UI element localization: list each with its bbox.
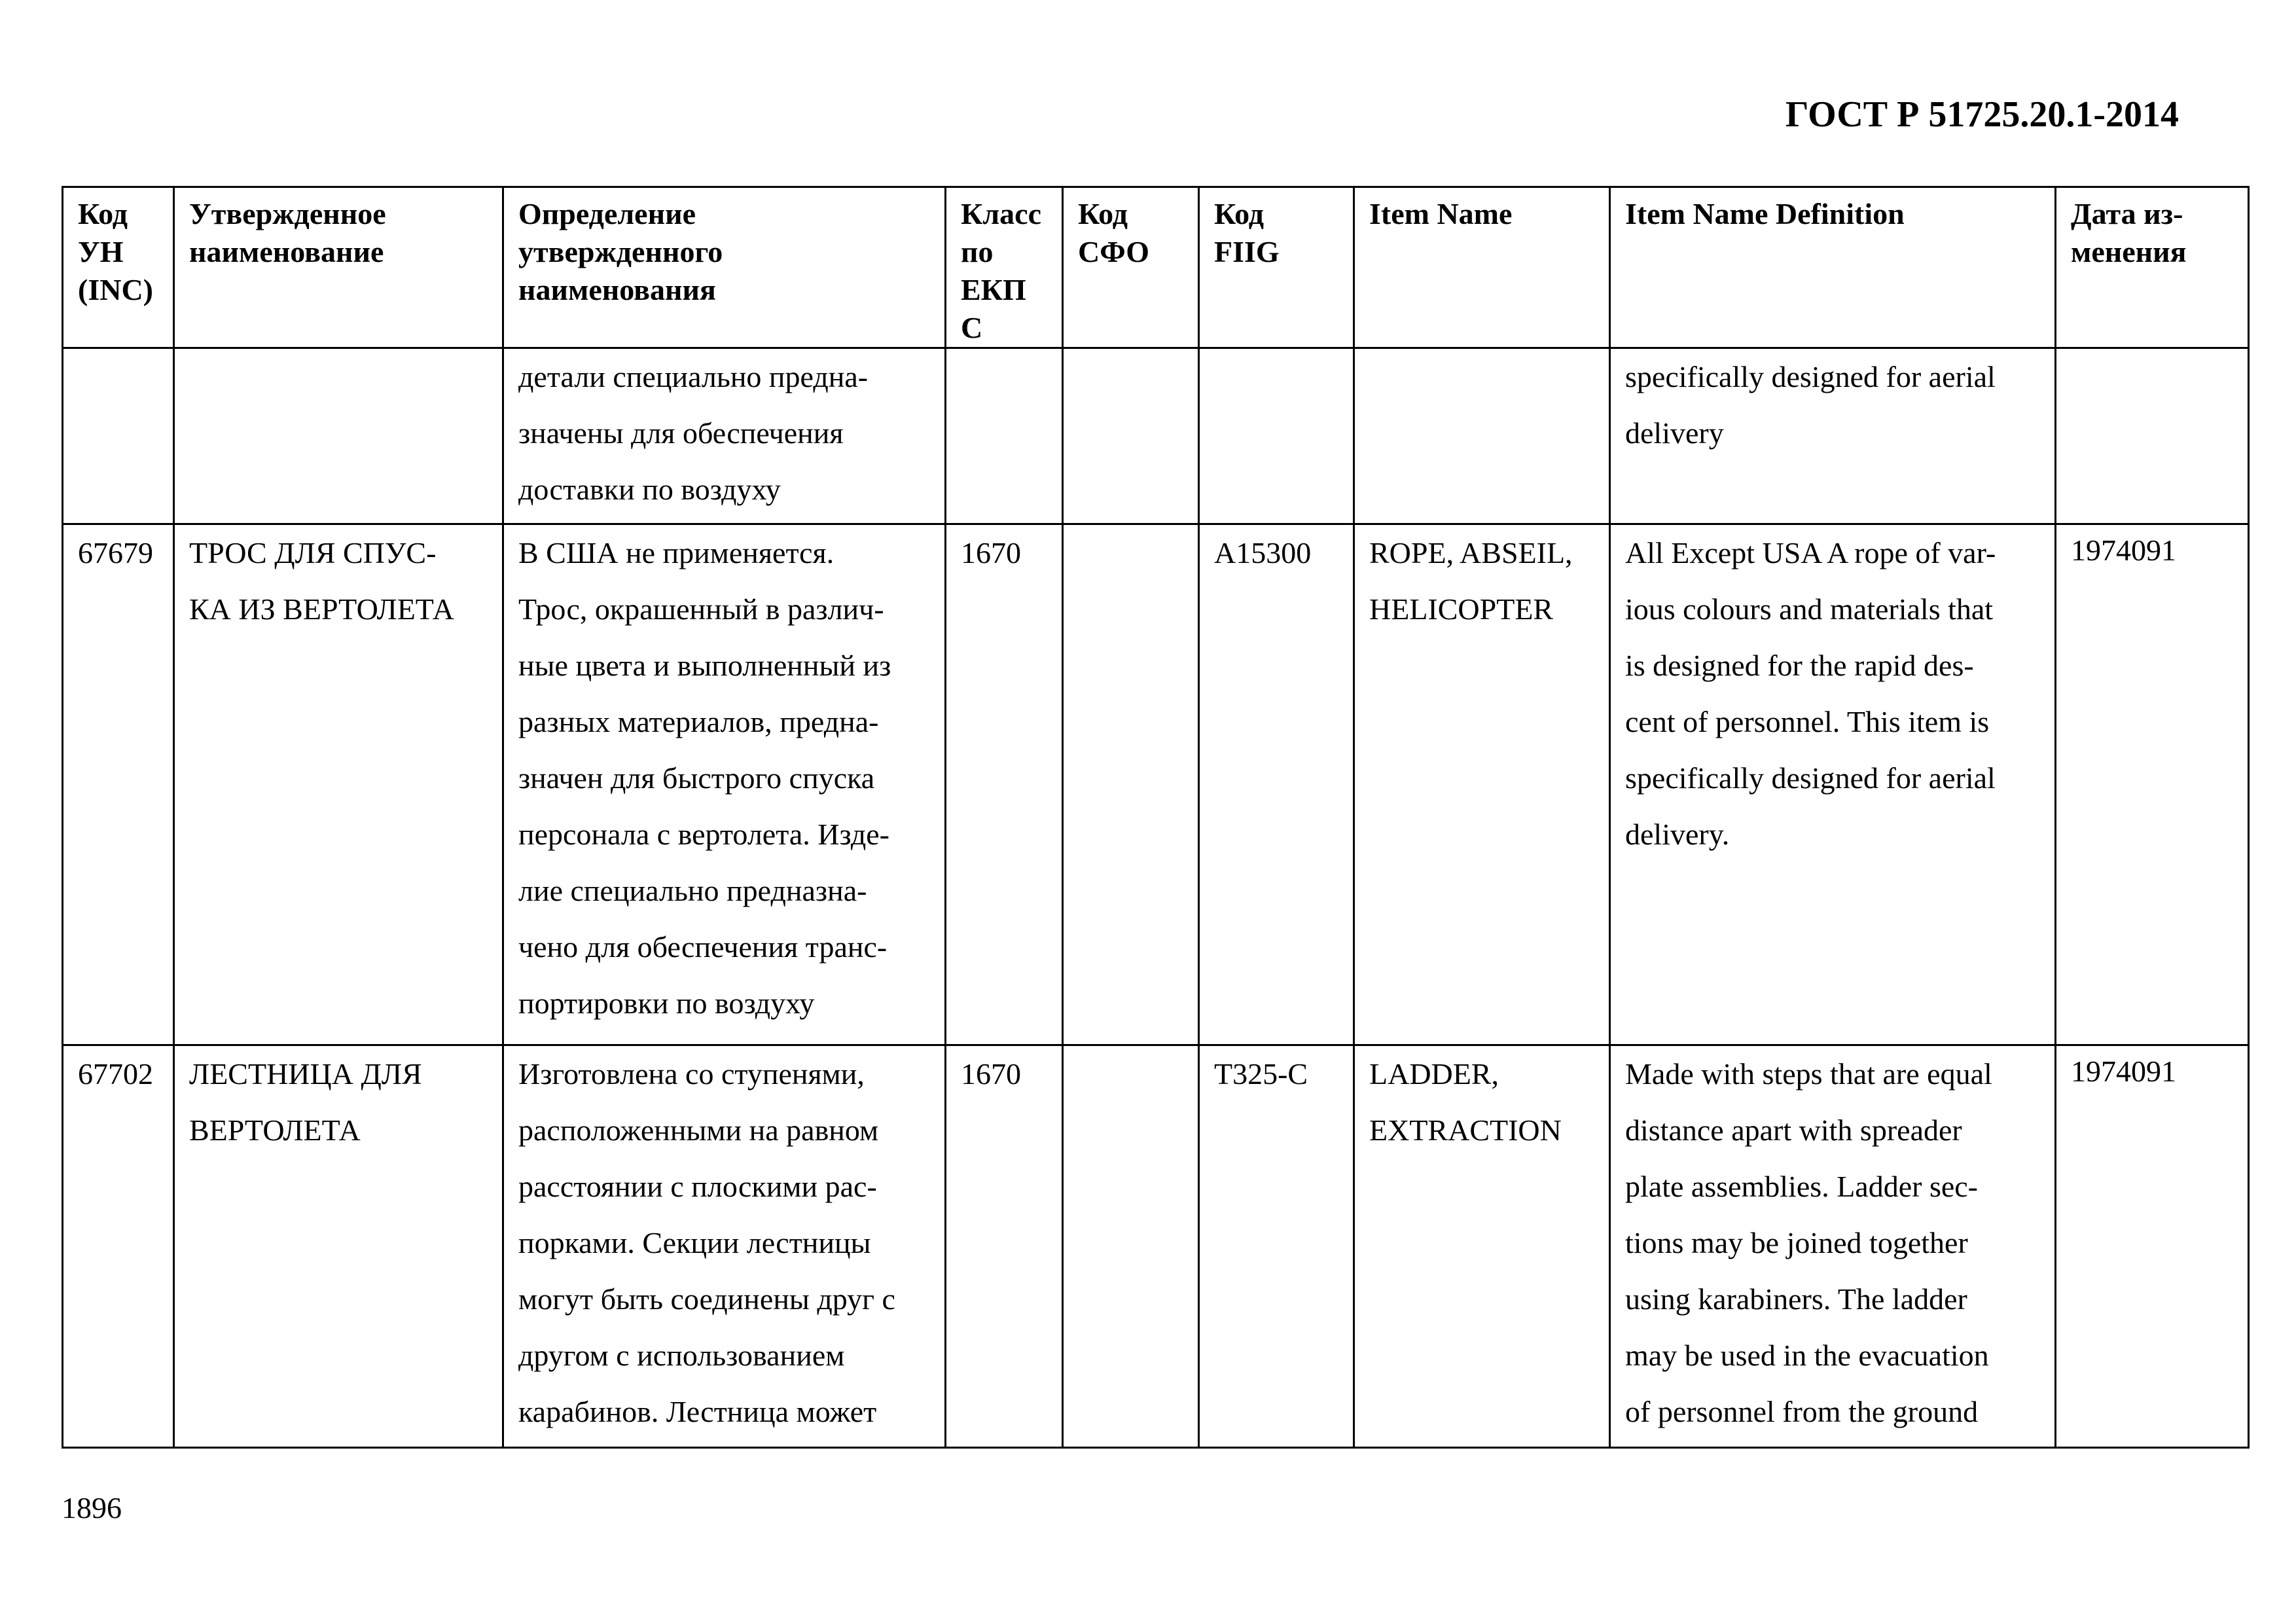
text-line: delivery.	[1625, 818, 1730, 851]
text-line: В США не применяется.	[518, 536, 834, 569]
text-line: T325-C	[1214, 1057, 1308, 1091]
column-header-approved-name	[174, 187, 503, 348]
text-line: 1974091	[2071, 533, 2176, 567]
cell-approved-name	[174, 1045, 503, 1448]
text-line: 1974091	[2071, 1055, 2176, 1088]
cell-approved-name	[174, 348, 503, 524]
text-line: Код	[78, 197, 128, 230]
cell-name-definition	[503, 348, 946, 524]
text-line: tions may be joined together	[1625, 1226, 1968, 1259]
text-line: значен для быстрого спуска	[518, 761, 875, 795]
column-header-inc-code	[63, 187, 174, 348]
cell-item-name-definition	[1610, 348, 2056, 524]
text-line: СФО	[1078, 235, 1150, 268]
text-line: карабинов. Лестница может	[518, 1395, 877, 1428]
text-line: All Except USA A rope of var-	[1625, 536, 1996, 569]
text-line: ЛЕСТНИЦА ДЛЯ	[189, 1057, 422, 1091]
text-line: HELICOPTER	[1369, 592, 1554, 626]
text-line: КА ИЗ ВЕРТОЛЕТА	[189, 592, 454, 626]
text-line: ious colours and materials that	[1625, 592, 1994, 626]
text-line: 1670	[961, 1057, 1021, 1091]
cell-inc-code	[63, 348, 174, 524]
cell-item-name	[1354, 1045, 1610, 1448]
text-line: наименования	[518, 273, 716, 306]
text-line: specifically designed for aerial	[1625, 761, 1996, 795]
text-line: значены для обеспечения	[518, 416, 844, 450]
text-line: may be used in the evacuation	[1625, 1339, 1989, 1372]
column-header-change-date	[2056, 187, 2249, 348]
cell-change-date	[2056, 1045, 2249, 1448]
column-header-item-name	[1354, 187, 1610, 348]
cell-ekps-class	[946, 524, 1063, 1045]
text-line: расположенными на равном	[518, 1113, 879, 1147]
text-line: расстоянии с плоскими рас-	[518, 1170, 877, 1203]
column-header-item-name-definition	[1610, 187, 2056, 348]
text-line: of personnel from the ground	[1625, 1395, 1979, 1428]
table-header-row	[63, 187, 2249, 348]
text-line: specifically designed for aerial	[1625, 360, 1996, 393]
text-line: С	[961, 311, 983, 344]
document-code: ГОСТ Р 51725.20.1-2014	[1785, 94, 2179, 135]
cell-item-name	[1354, 348, 1610, 524]
cell-change-date	[2056, 524, 2249, 1045]
text-line: Определение	[518, 197, 696, 230]
text-line: Утвержденное	[189, 197, 386, 230]
cell-sfo-code	[1063, 348, 1199, 524]
text-line: FIIG	[1214, 235, 1280, 268]
cell-name-definition	[503, 524, 946, 1045]
text-line: 67679	[78, 536, 153, 569]
table-row	[63, 348, 2249, 524]
text-line: ROPE, ABSEIL,	[1369, 536, 1573, 569]
text-line: A15300	[1214, 536, 1312, 569]
column-header-sfo-code	[1063, 187, 1199, 348]
text-line: лие специально предназна-	[518, 874, 867, 907]
text-line: доставки по воздуху	[518, 473, 781, 506]
text-line: могут быть соединены друг с	[518, 1282, 895, 1316]
text-line: Изготовлена со ступенями,	[518, 1057, 865, 1091]
column-header-fiig-code	[1199, 187, 1354, 348]
cell-fiig-code	[1199, 1045, 1354, 1448]
text-line: детали специально предна-	[518, 360, 869, 393]
page-number: 1896	[62, 1491, 122, 1525]
text-line: Класс	[961, 197, 1041, 230]
cell-ekps-class	[946, 1045, 1063, 1448]
cell-inc-code	[63, 524, 174, 1045]
text-line: Трос, окрашенный в различ-	[518, 592, 884, 626]
text-line: EXTRACTION	[1369, 1113, 1562, 1147]
cell-sfo-code	[1063, 524, 1199, 1045]
text-line: другом с использованием	[518, 1339, 845, 1372]
text-line: distance apart with spreader	[1625, 1113, 1962, 1147]
cell-name-definition	[503, 1045, 946, 1448]
text-line: using karabiners. The ladder	[1625, 1282, 1967, 1316]
cell-sfo-code	[1063, 1045, 1199, 1448]
text-line: ВЕРТОЛЕТА	[189, 1113, 361, 1147]
text-line: delivery	[1625, 416, 1724, 450]
text-line: Item Name Definition	[1625, 197, 1905, 230]
cell-fiig-code	[1199, 348, 1354, 524]
text-line: LADDER,	[1369, 1057, 1499, 1091]
cell-inc-code	[63, 1045, 174, 1448]
column-header-name-definition	[503, 187, 946, 348]
text-line: Made with steps that are equal	[1625, 1057, 1992, 1091]
text-line: 1670	[961, 536, 1021, 569]
text-line: plate assemblies. Ladder sec-	[1625, 1170, 1978, 1203]
cell-item-name-definition	[1610, 524, 2056, 1045]
text-line: (INC)	[78, 273, 153, 306]
text-line: порками. Секции лестницы	[518, 1226, 871, 1259]
text-line: Дата из-	[2071, 197, 2183, 230]
text-line: менения	[2071, 235, 2187, 268]
text-line: наименование	[189, 235, 384, 268]
text-line: is designed for the rapid des-	[1625, 649, 1974, 682]
text-line: разных материалов, предна-	[518, 705, 879, 738]
text-line: по	[961, 235, 994, 268]
cell-ekps-class	[946, 348, 1063, 524]
cell-fiig-code	[1199, 524, 1354, 1045]
text-line: портировки по воздуху	[518, 986, 815, 1020]
text-line: утвержденного	[518, 235, 723, 268]
column-header-ekps-class	[946, 187, 1063, 348]
cell-change-date	[2056, 348, 2249, 524]
table-row	[63, 1045, 2249, 1448]
text-line: Код	[1214, 197, 1265, 230]
cell-item-name-definition	[1610, 1045, 2056, 1448]
text-line: 67702	[78, 1057, 153, 1091]
text-line: Код	[1078, 197, 1128, 230]
text-line: cent of personnel. This item is	[1625, 705, 1990, 738]
table-row	[63, 524, 2249, 1045]
text-line: чено для обеспечения транс-	[518, 930, 888, 964]
text-line: ЕКП	[961, 273, 1026, 306]
cell-approved-name	[174, 524, 503, 1045]
text-line: УН	[78, 235, 124, 268]
text-line: ные цвета и выполненный из	[518, 649, 891, 682]
items-table	[62, 186, 2250, 1449]
text-line: Item Name	[1369, 197, 1513, 230]
text-line: ТРОС ДЛЯ СПУС-	[189, 536, 437, 569]
text-line: персонала с вертолета. Изде-	[518, 818, 889, 851]
cell-item-name	[1354, 524, 1610, 1045]
